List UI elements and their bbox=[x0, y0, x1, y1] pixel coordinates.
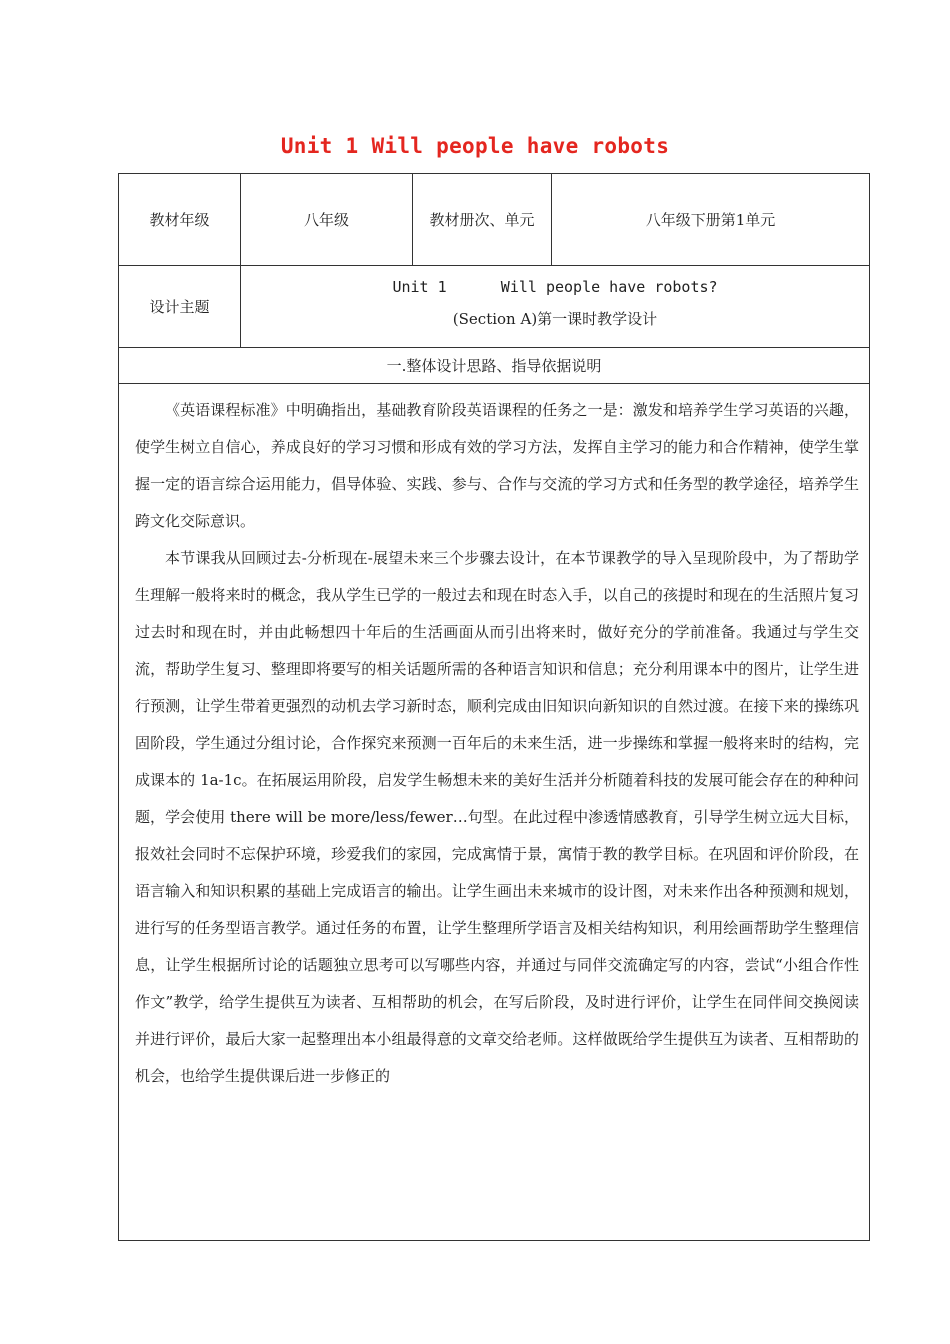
theme-line-1: Unit 1 Will people have robots? bbox=[392, 277, 718, 296]
design-theme-cell bbox=[241, 266, 870, 348]
label-volume-unit: 教材册次、单元 bbox=[413, 174, 552, 266]
body-text-cell bbox=[119, 384, 870, 1241]
theme-line-2: (Section A)第一课时教学设计 bbox=[452, 309, 658, 328]
table-row-section-heading bbox=[119, 348, 870, 384]
paragraph: 《英语课程标准》中明确指出，基础教育阶段英语课程的任务之一是：激发和培养学生学习英语的兴趣，使学生树立自信心，养成良好的学习习惯和形成有效的学习方法，发挥自主学习的能力和合作精神，使学生掌握一定的语言综合运用能力，倡导体验、实践、参与、合作与交流的学习方式和任务型的教学途径，培养学生跨文化交际意识。 bbox=[135, 401, 859, 530]
table-row-grade bbox=[119, 174, 870, 266]
table-row-body bbox=[119, 384, 870, 1241]
section-heading: 一.整体设计思路、指导依据说明 bbox=[119, 348, 870, 384]
value-grade: 八年级 bbox=[241, 174, 413, 266]
label-design-theme: 设计主题 bbox=[119, 266, 241, 348]
label-textbook-grade: 教材年级 bbox=[119, 174, 241, 266]
table-row-theme bbox=[119, 266, 870, 348]
paragraph: 本节课我从回顾过去-分析现在-展望未来三个步骤去设计，在本节课教学的导入呈现阶段中，为了帮助学生理解一般将来时的概念，我从学生已学的一般过去和现在时态入手，以自己的孩提时和现在的生活照片复习过去时和现在时，并由此畅想四十年后的生活画面从而引出将来时，做好充分的学前准备。我通过与学生交流，帮助学生复习、整理即将要写的相关话题所需的各种语言知识和信息；充分利用课本中的图片，让学生进行预测，让学生带着更强烈的动机去学习新时态，顺利完成由旧知识向新知识的自然过渡。在接下来的操练巩固阶段，学生通过分组讨论，合作探究来预测一百年后的未来生活，进一步操练和掌握一般将来时的结构，完成课本的 1a-1c。在拓展运用阶段，启发学生畅想未来的美好生活并分析随着科技的发展可能会存在的种种问题，学会使用 there will be more/less/fewer…句型。在此过程中渗透情感教育，引导学生树立远大目标，报效社会同时不忘保护环境，珍爱我们的家园，完成寓情于景，寓情于教的教学目标。在巩固和评价阶段，在语言输入和知识积累的基础上完成语言的输出。让学生画出未来城市的设计图，对未来作出各种预测和规划，进行写的任务型语言教学。通过任务的布置，让学生整理所学语言及相关结构知识，利用绘画帮助学生整理信息，让学生根据所讨论的话题独立思考可以写哪些内容，并通过与同伴交流确定写的内容，尝试“小组合作性作文”教学，给学生提供互为读者、互相帮助的机会，在写后阶段，及时进行评价，让学生在同伴间交换阅读并进行评价，最后大家一起整理出本小组最得意的文章交给老师。这样做既给学生提供互为读者、互相帮助的机会，也给学生提供课后进一步修正的 bbox=[135, 549, 859, 1085]
value-volume-unit: 八年级下册第1单元 bbox=[552, 174, 870, 266]
lesson-plan-table bbox=[118, 173, 870, 1241]
document-title: Unit 1 Will people have robots bbox=[280, 134, 670, 158]
